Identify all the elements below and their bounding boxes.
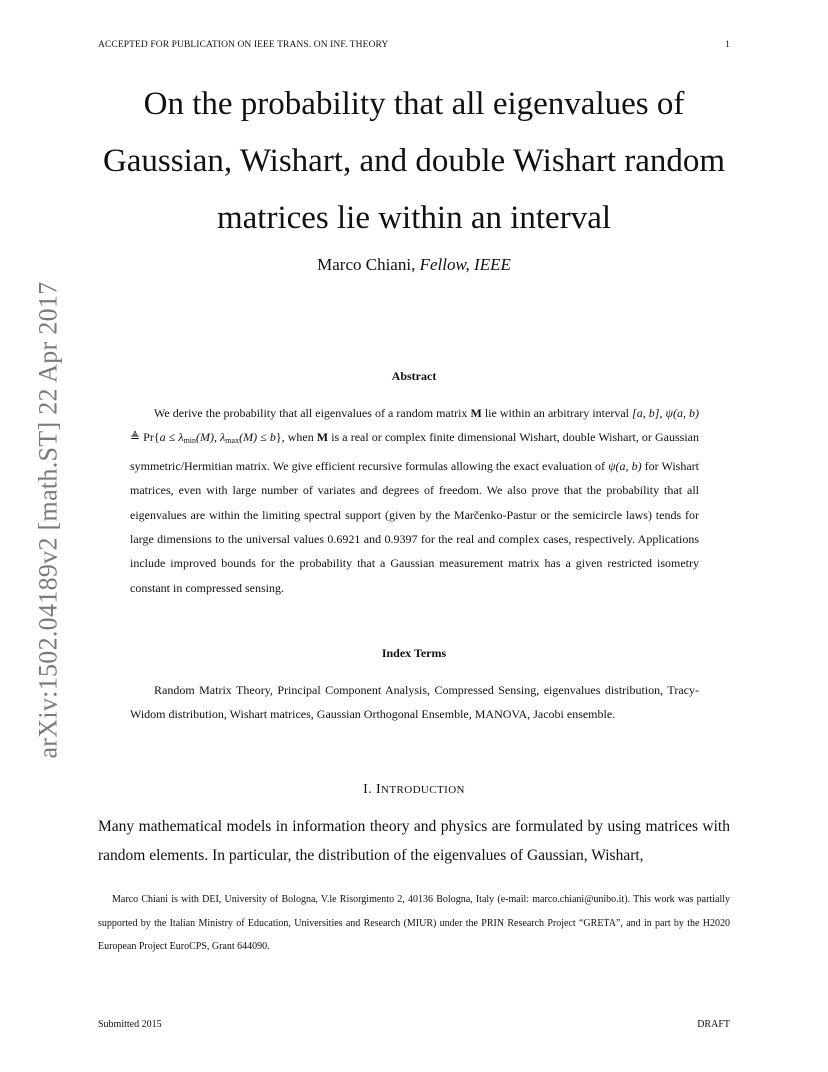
title-line: On the probability that all eigenvalues of bbox=[143, 86, 685, 122]
intro-paragraph: Many mathematical models in information theory and physics are formulated by using matrices with random elements. In particular, the distribution of the eigenvalues of Gaussian, Wishart, bbox=[98, 818, 730, 864]
abstract-text: , when bbox=[281, 430, 317, 445]
running-head-text: ACCEPTED FOR PUBLICATION ON IEEE TRANS. ON INF. THEORY bbox=[98, 40, 389, 50]
abstract-heading: Abstract bbox=[391, 369, 437, 383]
page-number: 1 bbox=[725, 40, 730, 50]
max-subscript: max bbox=[225, 436, 240, 446]
section-title: NTRODUCTION bbox=[381, 784, 465, 796]
abstract-text: for Wishart matrices, even with large number of variates and degrees of freedom. We also prove that the probability that all eigenvalues are within the limiting spectral support (given by the Marčenko-Pastur or the semicircle laws) tends for large dimensions to the universal values bbox=[130, 458, 700, 547]
abstract-text: We derive the probability that all eigenvalues of a random matrix bbox=[154, 406, 471, 420]
psi-math: ψ(a, b) bbox=[608, 458, 642, 473]
value-real: 0.6921 bbox=[327, 532, 361, 547]
arxiv-sidebar bbox=[34, 268, 64, 772]
brace-close: } bbox=[275, 430, 282, 445]
psi-math: ψ(a, b) bbox=[665, 406, 699, 420]
author-line bbox=[98, 255, 730, 275]
abstract-text: for the real and complex cases, respectively. Applications include improved bounds for the probability that a Gaussian measurement matrix has a given restricted isometry constant in compressed sensing. bbox=[130, 532, 699, 595]
matrix-symbol: M bbox=[470, 406, 482, 420]
value-complex: 0.9397 bbox=[384, 532, 418, 547]
abstract-text: , bbox=[659, 406, 666, 420]
min-subscript: min bbox=[183, 436, 197, 446]
running-head bbox=[98, 40, 730, 50]
matrix-symbol: M bbox=[316, 430, 329, 445]
footer-draft: DRAFT bbox=[697, 1019, 730, 1030]
pr-operator: Pr bbox=[143, 430, 154, 445]
paper-title bbox=[90, 76, 738, 247]
abstract-text: lie within an arbitrary interval bbox=[481, 406, 633, 420]
index-terms-body: Random Matrix Theory, Principal Component Analysis, Compressed Sensing, eigenvalues distribution, Tracy-Widom distribution, Wishart matrices, Gaussian Orthogonal Ensemble, MANOVA, Jacobi ensemble. bbox=[130, 683, 699, 722]
author-affiliation: Fellow, IEEE bbox=[419, 255, 511, 274]
section-number: I. I bbox=[363, 782, 382, 797]
abstract-text: is a real or complex finite dimensional Wishart, double Wishart, or Gaussian symmetric/Hermitian matrix. We give efficient recursive formulas allowing the exact evaluation of bbox=[130, 430, 700, 473]
title-line: matrices lie within an interval bbox=[216, 200, 612, 236]
section-heading bbox=[98, 782, 730, 798]
author-footnote: Marco Chiani is with DEI, University of Bologna, V.le Risorgimento 2, 40136 Bologna, Italy (e-mail: marco.chiani@unibo.it). This work was partially supported by the Italian Ministry of Education, Universities and Research (MIUR) under the PRIN Research Project “GRETA”, and in part by the H2020 European Project EuroCPS, Grant 644090. bbox=[98, 894, 730, 952]
title-line: Gaussian, Wishart, and double Wishart random bbox=[102, 143, 726, 179]
defeq-symbol: ≜ bbox=[130, 430, 144, 445]
brace-open: { bbox=[153, 430, 160, 445]
footer-submitted: Submitted 2015 bbox=[98, 1019, 162, 1030]
abstract-text: and bbox=[360, 532, 385, 547]
author-name: Marco Chiani, bbox=[317, 255, 416, 274]
abstract-body bbox=[130, 401, 699, 600]
prob-expression: (M), λ bbox=[196, 430, 226, 445]
arxiv-identifier: arXiv:1502.04189v2 [math.ST] 22 Apr 2017 bbox=[34, 281, 64, 759]
prob-expression: a ≤ λ bbox=[159, 430, 184, 445]
interval-math: [a, b] bbox=[632, 406, 660, 420]
index-terms-heading: Index Terms bbox=[381, 646, 447, 660]
prob-expression: (M) ≤ b bbox=[239, 430, 276, 445]
